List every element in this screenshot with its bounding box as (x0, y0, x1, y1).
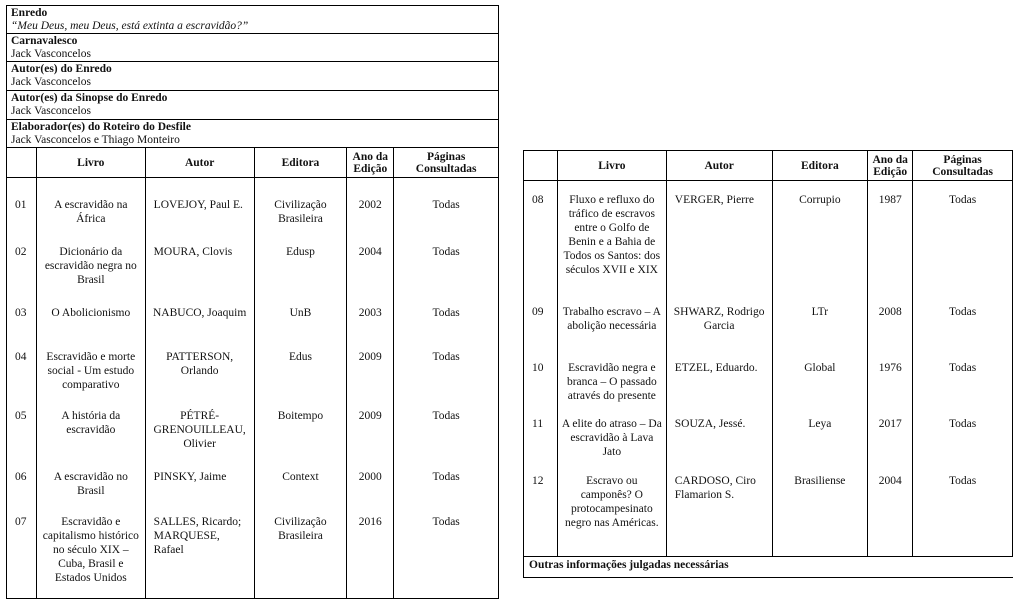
table-row (524, 474, 1013, 557)
table-row (524, 305, 1013, 361)
bibliography-table-left (6, 147, 499, 599)
row-number: 08 (524, 193, 558, 305)
col-livro: Livro (36, 148, 145, 178)
table-row (7, 409, 499, 470)
row-number: 03 (7, 306, 37, 350)
carnavalesco-value: Jack Vasconcelos (11, 48, 91, 60)
sinopse-label: Autor(es) da Sinopse do Enredo (11, 92, 168, 104)
row-ano: 1976 (868, 361, 913, 417)
table-row (524, 361, 1013, 417)
table-row (7, 245, 499, 306)
outras-informacoes-label: Outras informações julgadas necessárias (523, 556, 1013, 578)
row-ano: 2016 (347, 515, 394, 599)
enredo-box (6, 5, 499, 34)
row-livro: Dicionário da escravidão negra no Brasil (36, 245, 145, 306)
row-number: 05 (7, 409, 37, 470)
roteiro-value: Jack Vasconcelos e Thiago Monteiro (11, 134, 180, 146)
enredo-value: “Meu Deus, meu Deus, está extinta a escravidão?” (11, 20, 249, 32)
row-number: 07 (7, 515, 37, 599)
row-livro: Escravidão e capitalismo histórico no século XIX – Cuba, Brasil e Estados Unidos (36, 515, 145, 599)
bibliography-table-right (523, 150, 1013, 557)
row-ano: 2009 (347, 350, 394, 409)
table-row (7, 515, 499, 599)
row-ano: 2017 (868, 417, 913, 474)
col-ano: Ano da Edição (347, 148, 394, 178)
row-ano: 2004 (868, 474, 913, 557)
row-paginas: Todas (394, 350, 499, 409)
row-editora: Leya (772, 417, 868, 474)
row-editora: Global (772, 361, 868, 417)
sinopse-box (6, 90, 499, 120)
row-livro: A escravidão na África (36, 198, 145, 245)
row-livro: A elite do atraso – Da escravidão à Lava Jato (557, 417, 666, 474)
roteiro-label: Elaborador(es) do Roteiro do Desfile (11, 121, 191, 133)
row-ano: 2008 (868, 305, 913, 361)
row-livro: Escravidão e morte social - Um estudo comparativo (36, 350, 145, 409)
autores-label: Autor(es) do Enredo (11, 63, 112, 75)
row-number: 06 (7, 470, 37, 515)
row-paginas: Todas (394, 515, 499, 599)
row-editora: Context (254, 470, 347, 515)
col-paginas: Páginas Consultadas (394, 148, 499, 178)
col-ano: Ano da Edição (868, 151, 913, 181)
row-paginas: Todas (394, 470, 499, 515)
row-autor: PÉTRÉ-GRENOUILLEAU, Olivier (145, 409, 254, 470)
row-livro: Trabalho escravo – A abolição necessária (557, 305, 666, 361)
row-number: 02 (7, 245, 37, 306)
row-autor: ETZEL, Eduardo. (666, 361, 772, 417)
row-autor: NABUCO, Joaquim (145, 306, 254, 350)
row-editora: Brasiliense (772, 474, 868, 557)
row-editora: Civilização Brasileira (254, 198, 347, 245)
table-row (7, 350, 499, 409)
row-paginas: Todas (913, 305, 1013, 361)
row-paginas: Todas (913, 193, 1013, 305)
row-paginas: Todas (394, 306, 499, 350)
col-livro: Livro (557, 151, 666, 181)
carnavalesco-box (6, 33, 499, 62)
col-num (7, 148, 37, 178)
row-ano: 2009 (347, 409, 394, 470)
row-livro: Escravidão negra e branca – O passado através do presente (557, 361, 666, 417)
col-editora: Editora (254, 148, 347, 178)
row-number: 11 (524, 417, 558, 474)
row-editora: UnB (254, 306, 347, 350)
row-autor: CARDOSO, Ciro Flamarion S. (666, 474, 772, 557)
row-editora: LTr (772, 305, 868, 361)
enredo-label: Enredo (11, 7, 48, 19)
table-row (7, 198, 499, 245)
col-num (524, 151, 558, 181)
row-editora: Corrupio (772, 193, 868, 305)
row-number: 10 (524, 361, 558, 417)
row-number: 12 (524, 474, 558, 557)
row-autor: PINSKY, Jaime (145, 470, 254, 515)
row-autor: SOUZA, Jessé. (666, 417, 772, 474)
sinopse-value: Jack Vasconcelos (11, 105, 91, 117)
row-ano: 2002 (347, 198, 394, 245)
row-paginas: Todas (913, 361, 1013, 417)
row-editora: Boitempo (254, 409, 347, 470)
table-row (7, 306, 499, 350)
carnavalesco-label: Carnavalesco (11, 35, 78, 47)
table-row (524, 417, 1013, 474)
row-autor: VERGER, Pierre (666, 193, 772, 305)
row-paginas: Todas (913, 474, 1013, 557)
row-livro: Escravo ou camponês? O protocampesinato negro nas Américas. (557, 474, 666, 557)
table-row (7, 470, 499, 515)
row-editora: Civilização Brasileira (254, 515, 347, 599)
row-autor: LOVEJOY, Paul E. (145, 198, 254, 245)
row-number: 09 (524, 305, 558, 361)
row-livro: Fluxo e refluxo do tráfico de escravos entre o Golfo de Benin e a Bahia de Todos os Santos: dos séculos XVII e XIX (557, 193, 666, 305)
row-paginas: Todas (913, 417, 1013, 474)
row-paginas: Todas (394, 245, 499, 306)
row-autor: MOURA, Clovis (145, 245, 254, 306)
row-livro: A escravidão no Brasil (36, 470, 145, 515)
row-ano: 2003 (347, 306, 394, 350)
roteiro-box (6, 119, 499, 148)
row-autor: PATTERSON, Orlando (145, 350, 254, 409)
autores-value: Jack Vasconcelos (11, 76, 91, 88)
row-ano: 2000 (347, 470, 394, 515)
col-paginas: Páginas Consultadas (913, 151, 1013, 181)
row-ano: 1987 (868, 193, 913, 305)
row-number: 01 (7, 198, 37, 245)
row-editora: Edusp (254, 245, 347, 306)
row-autor: SALLES, Ricardo; MARQUESE, Rafael (145, 515, 254, 599)
row-livro: O Abolicionismo (36, 306, 145, 350)
row-autor: SHWARZ, Rodrigo Garcia (666, 305, 772, 361)
table-row (524, 193, 1013, 305)
col-autor: Autor (145, 148, 254, 178)
row-paginas: Todas (394, 409, 499, 470)
row-number: 04 (7, 350, 37, 409)
row-ano: 2004 (347, 245, 394, 306)
row-paginas: Todas (394, 198, 499, 245)
row-livro: A história da escravidão (36, 409, 145, 470)
autores-box (6, 61, 499, 91)
col-autor: Autor (666, 151, 772, 181)
col-editora: Editora (772, 151, 868, 181)
row-editora: Edus (254, 350, 347, 409)
